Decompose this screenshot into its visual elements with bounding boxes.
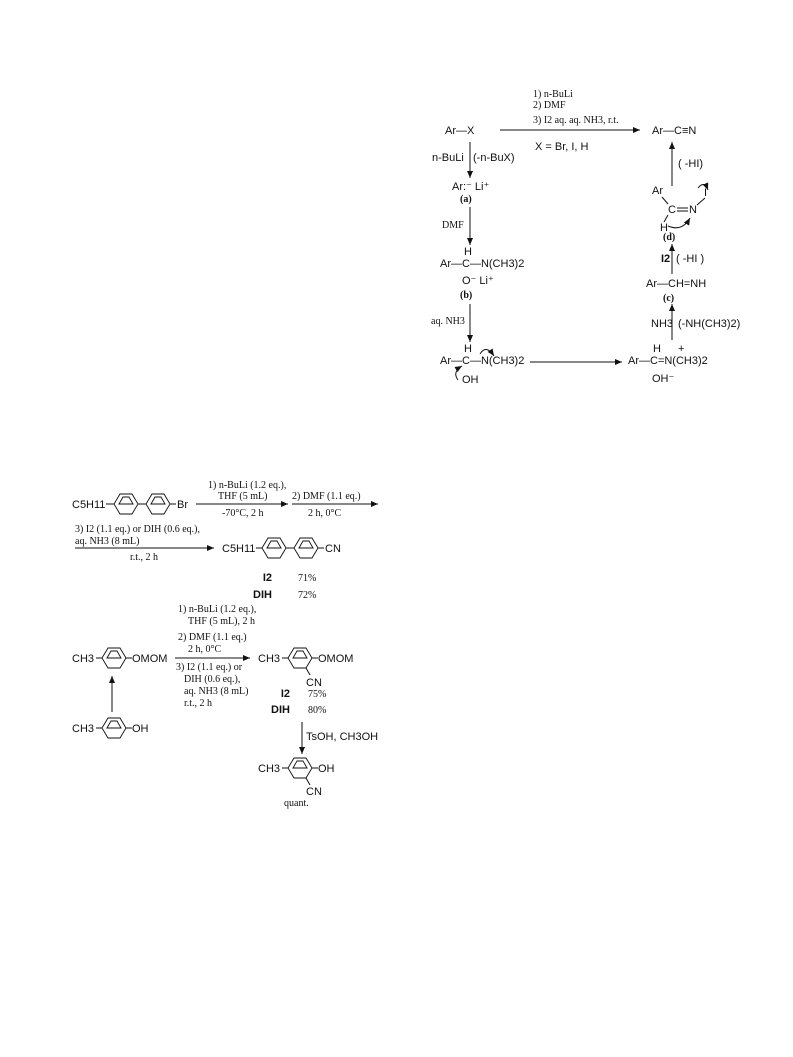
cond-1c: -70°C, 2 h bbox=[222, 508, 264, 519]
label-a: (a) bbox=[460, 194, 472, 205]
iminium: Ar—C=N(CH3)2 bbox=[628, 355, 708, 367]
ring-inner bbox=[267, 541, 281, 548]
cond-3b: aq. NH3 (8 mL) bbox=[75, 536, 140, 547]
reagent-line-3: 3) I2 aq. aq. NH3, r.t. bbox=[533, 115, 619, 126]
aq-nh3-label: aq. NH3 bbox=[431, 316, 465, 327]
d-i: I bbox=[704, 187, 708, 199]
product-omom: OMOM bbox=[318, 653, 354, 665]
cond-1b: THF (5 mL), 2 h bbox=[188, 616, 255, 627]
d-ar: Ar bbox=[652, 185, 663, 197]
ring-inner bbox=[299, 541, 313, 548]
label-d: (d) bbox=[663, 232, 676, 243]
nbuli-label: n-BuLi bbox=[432, 152, 464, 164]
yield-reagent-i2: I2 bbox=[262, 572, 272, 584]
mechanism-scheme bbox=[431, 89, 740, 386]
iminium-oh: OH⁻ bbox=[652, 373, 675, 385]
int-e-oh: OH bbox=[462, 374, 479, 386]
final-cn: CN bbox=[306, 786, 322, 798]
yield-reagent-dih: DIH bbox=[253, 589, 272, 601]
reagent-line-2: 2) DMF bbox=[533, 100, 566, 111]
d-curved-arrow-1 bbox=[668, 218, 690, 228]
final-yield: quant. bbox=[284, 798, 309, 809]
d-n: N bbox=[689, 204, 697, 216]
product-cn: CN bbox=[306, 677, 322, 689]
minus-nhme2: (-NH(CH3)2) bbox=[678, 318, 741, 330]
minus-hi-1: ( -HI ) bbox=[676, 253, 705, 265]
cond-2a: 2) DMF (1.1 eq.) bbox=[178, 632, 247, 643]
imine: Ar—CH=NH bbox=[646, 278, 707, 290]
x-definition: X = Br, I, H bbox=[535, 141, 589, 153]
minus-hi-2: ( -HI) bbox=[678, 158, 704, 170]
biphenyl-c5h11: C5H11 bbox=[72, 499, 106, 511]
cond-3a: 3) I2 (1.1 eq.) or bbox=[176, 662, 243, 673]
phenol-oh: OH bbox=[132, 723, 149, 735]
d-bond-ar bbox=[662, 197, 668, 204]
label-c: (c) bbox=[663, 293, 675, 304]
cond-2b: 2 h, 0°C bbox=[188, 644, 222, 655]
cond-1a: 1) n-BuLi (1.2 eq.), bbox=[208, 480, 287, 491]
yield-value-i2: 75% bbox=[308, 689, 327, 700]
ring-inner bbox=[107, 721, 121, 728]
d-bond-ni bbox=[697, 198, 705, 205]
d-bond-h bbox=[664, 215, 668, 222]
nitrile-product: Ar—C≡N bbox=[652, 125, 697, 137]
cond-1a: 1) n-BuLi (1.2 eq.), bbox=[178, 604, 257, 615]
yield-value-dih: 72% bbox=[298, 590, 317, 601]
yield-value-i2: 71% bbox=[298, 573, 317, 584]
bond bbox=[306, 778, 310, 785]
ar-x: Ar—X bbox=[445, 125, 475, 137]
int-b-h: H bbox=[464, 246, 472, 258]
aryl-lithium: Ar:⁻ Li⁺ bbox=[452, 181, 490, 193]
cond-3b: DIH (0.6 eq.), bbox=[184, 674, 241, 685]
d-c: C bbox=[668, 204, 676, 216]
product-c5h11: C5H11 bbox=[222, 543, 256, 555]
mom-ch3: CH3 bbox=[72, 653, 95, 665]
product-cn: CN bbox=[325, 543, 341, 555]
deprotect-label: TsOH, CH3OH bbox=[306, 731, 379, 743]
d-h: H bbox=[660, 222, 668, 234]
cond-2a: 2) DMF (1.1 eq.) bbox=[292, 491, 361, 502]
int-b-main: Ar—C—N(CH3)2 bbox=[440, 258, 525, 270]
product-ch3: CH3 bbox=[258, 653, 281, 665]
yield-reagent-dih: DIH bbox=[271, 704, 290, 716]
yield-value-dih: 80% bbox=[308, 705, 327, 716]
cond-3d: r.t., 2 h bbox=[184, 698, 213, 709]
biphenyl-br: Br bbox=[177, 499, 188, 511]
i2-label: I2 bbox=[661, 253, 671, 265]
scheme-biphenyl bbox=[72, 480, 378, 601]
phenol-ch3: CH3 bbox=[72, 723, 95, 735]
iminium-plus: + bbox=[678, 343, 685, 355]
mom-omom: OMOM bbox=[132, 653, 168, 665]
yield-reagent-i2: I2 bbox=[280, 688, 290, 700]
label-b: (b) bbox=[460, 290, 473, 301]
cond-3c: r.t., 2 h bbox=[130, 552, 159, 563]
ring-inner bbox=[293, 761, 307, 768]
ring-inner bbox=[293, 651, 307, 658]
int-e-h: H bbox=[464, 343, 472, 355]
cond-3c: aq. NH3 (8 mL) bbox=[184, 686, 249, 697]
final-oh: OH bbox=[318, 763, 335, 775]
nh3-label: NH3 bbox=[651, 318, 674, 330]
iminium-h: H bbox=[653, 343, 661, 355]
int-b-o: O⁻ Li⁺ bbox=[462, 275, 494, 287]
cond-3a: 3) I2 (1.1 eq.) or DIH (0.6 eq.), bbox=[75, 524, 200, 535]
dmf-label: DMF bbox=[442, 220, 464, 231]
nbux-label: (-n-BuX) bbox=[473, 152, 515, 164]
cond-1b: THF (5 mL) bbox=[218, 491, 268, 502]
scheme-cresol bbox=[72, 604, 378, 809]
bond bbox=[306, 668, 310, 675]
cond-2b: 2 h, 0°C bbox=[308, 508, 342, 519]
ring-inner bbox=[119, 497, 133, 504]
reagent-line-1: 1) n-BuLi bbox=[533, 89, 573, 100]
ring-inner bbox=[151, 497, 165, 504]
ring-inner bbox=[107, 651, 121, 658]
final-ch3: CH3 bbox=[258, 763, 281, 775]
int-e-main: Ar—C—N(CH3)2 bbox=[440, 355, 525, 367]
